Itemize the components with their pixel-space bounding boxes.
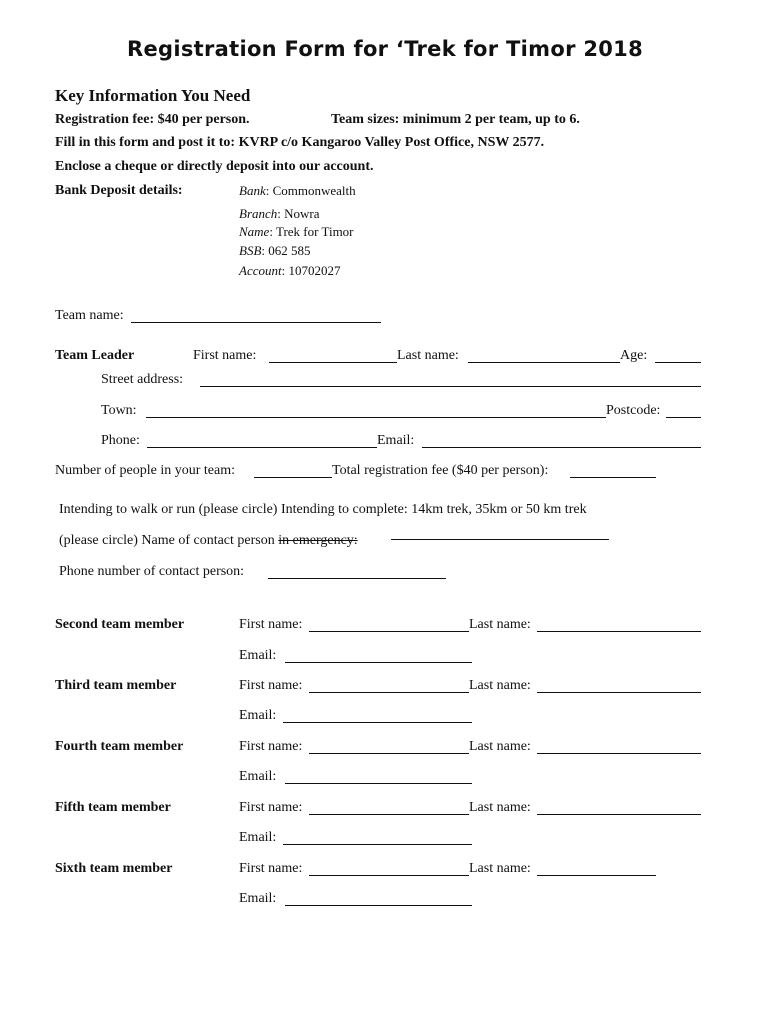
team-name-field[interactable] (131, 322, 381, 323)
member-first-name-label: First name: (239, 800, 303, 815)
contact-phone-field[interactable] (268, 578, 446, 579)
name-value: : Trek for Timor (269, 224, 354, 239)
post-address-text: Fill in this form and post it to: KVRP c/o Kangaroo Valley Post Office, NSW 2577. (55, 135, 545, 150)
member-last-name-label: Last name: (469, 678, 531, 693)
member-email-label: Email: (239, 830, 277, 845)
account-value: : 10702027 (281, 263, 341, 278)
member-heading: Third team member (55, 678, 177, 693)
branch-line (239, 206, 320, 222)
emergency-contact-label: (please circle) Name of contact person (59, 533, 279, 548)
member-email-field[interactable] (283, 722, 472, 723)
emergency-struck-text: in emergency: (278, 533, 358, 548)
form-title: Registration Form for ‘Trek for Timor 2018 (127, 37, 643, 61)
bank-line (239, 183, 356, 199)
enclose-text: Enclose a cheque or directly deposit into our account. (55, 159, 374, 174)
leader-first-name-label: First name: (193, 348, 257, 363)
member-last-name-field[interactable] (537, 753, 701, 754)
intending-text: Intending to walk or run (please circle) Intending to complete: 14km trek, 35km or 50 km trek (59, 502, 587, 517)
emergency-contact-field[interactable] (391, 539, 609, 540)
branch-key: Branch (239, 206, 278, 221)
town-label: Town: (101, 403, 137, 418)
member-first-name-label: First name: (239, 861, 303, 876)
member-first-name-field[interactable] (309, 875, 469, 876)
member-email-field[interactable] (285, 783, 472, 784)
street-address-label: Street address: (101, 372, 184, 387)
bank-deposit-label: Bank Deposit details: (55, 183, 183, 198)
member-email-label: Email: (239, 708, 277, 723)
name-key: Name (239, 224, 270, 239)
postcode-field[interactable] (666, 417, 701, 418)
phone-label: Phone: (101, 433, 140, 448)
leader-first-name-field[interactable] (269, 362, 397, 363)
people-count-field[interactable] (254, 477, 332, 478)
street-address-field[interactable] (200, 386, 701, 387)
bsb-key: BSB (239, 243, 262, 258)
member-email-field[interactable] (285, 662, 472, 663)
people-count-label: Number of people in your team: (55, 463, 236, 478)
member-last-name-field[interactable] (537, 692, 701, 693)
postcode-label: Postcode: (606, 403, 661, 418)
leader-email-label: Email: (377, 433, 415, 448)
total-fee-field[interactable] (570, 477, 656, 478)
phone-field[interactable] (147, 447, 377, 448)
member-last-name-label: Last name: (469, 861, 531, 876)
leader-email-field[interactable] (422, 447, 701, 448)
member-heading: Fifth team member (55, 800, 171, 815)
bsb-line (239, 243, 311, 259)
contact-phone-label: Phone number of contact person: (59, 564, 245, 579)
town-field[interactable] (146, 417, 606, 418)
emergency-contact-text (59, 533, 358, 549)
leader-last-name-field[interactable] (468, 362, 620, 363)
team-sizes-text: Team sizes: minimum 2 per team, up to 6. (331, 112, 580, 127)
bank-value: : Commonwealth (265, 183, 356, 198)
member-heading: Second team member (55, 617, 185, 632)
member-heading: Sixth team member (55, 861, 173, 876)
member-email-field[interactable] (283, 844, 472, 845)
leader-age-label: Age: (620, 348, 648, 363)
account-line (239, 263, 340, 279)
branch-value: : Nowra (277, 206, 320, 221)
member-heading: Fourth team member (55, 739, 184, 754)
leader-last-name-label: Last name: (397, 348, 459, 363)
leader-age-field[interactable] (655, 362, 701, 363)
member-first-name-label: First name: (239, 678, 303, 693)
name-line (239, 224, 354, 240)
bank-key: Bank (239, 183, 266, 198)
member-last-name-field[interactable] (537, 875, 656, 876)
key-info-heading: Key Information You Need (55, 86, 251, 105)
total-fee-label: Total registration fee ($40 per person): (332, 463, 549, 478)
member-email-label: Email: (239, 648, 277, 663)
member-first-name-label: First name: (239, 739, 303, 754)
member-first-name-label: First name: (239, 617, 303, 632)
member-email-field[interactable] (285, 905, 472, 906)
fee-text: Registration fee: $40 per person. (55, 112, 250, 127)
member-last-name-label: Last name: (469, 617, 531, 632)
team-leader-heading: Team Leader (55, 348, 135, 363)
member-first-name-field[interactable] (309, 814, 469, 815)
member-last-name-field[interactable] (537, 814, 701, 815)
account-key: Account (239, 263, 282, 278)
member-first-name-field[interactable] (309, 692, 469, 693)
member-last-name-label: Last name: (469, 800, 531, 815)
member-last-name-field[interactable] (537, 631, 701, 632)
member-last-name-label: Last name: (469, 739, 531, 754)
team-name-label: Team name: (55, 308, 124, 323)
member-email-label: Email: (239, 769, 277, 784)
bsb-value: : 062 585 (261, 243, 311, 258)
member-first-name-field[interactable] (309, 753, 469, 754)
member-email-label: Email: (239, 891, 277, 906)
member-first-name-field[interactable] (309, 631, 469, 632)
